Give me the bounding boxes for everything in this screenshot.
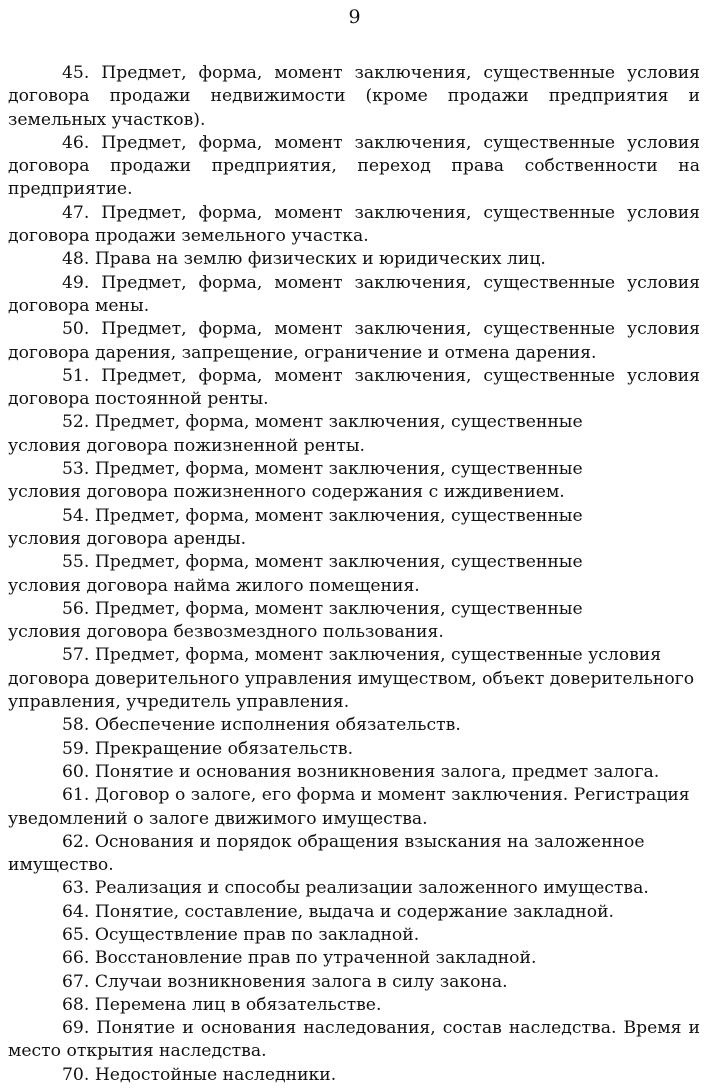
item-number: 58. <box>62 715 90 736</box>
list-item-68 <box>8 994 700 1017</box>
list-item-54 <box>8 505 648 552</box>
list-item-66 <box>8 947 700 970</box>
item-text: Предмет, форма, момент заключения, существенные условия договора аренды. <box>8 505 583 549</box>
item-number: 63. <box>62 878 90 899</box>
item-number: 59. <box>62 738 90 759</box>
item-number: 45. <box>62 63 90 83</box>
list-item-65 <box>8 924 700 947</box>
item-number: 50. <box>62 319 90 340</box>
list-item-62 <box>8 831 700 878</box>
item-number: 67. <box>62 971 90 992</box>
list-item-59 <box>8 738 700 761</box>
item-text: Осуществление прав по закладной. <box>94 924 420 945</box>
list-item-63 <box>8 877 700 900</box>
item-text: Обеспечение исполнения обязательств. <box>94 715 461 736</box>
item-text: Случаи возникновения залога в силу закона. <box>94 971 508 992</box>
item-number: 61. <box>62 785 90 806</box>
item-text: Понятие и основания возникновения залога, предмет залога. <box>94 761 660 782</box>
item-number: 68. <box>62 994 90 1015</box>
item-text: Предмет, форма, момент заключения, существенные условия договора продажи предприятия, переход права собственности на предприятие. <box>8 132 700 200</box>
item-text: Предмет, форма, момент заключения, существенные условия договора продажи земельного участка. <box>8 202 700 247</box>
item-number: 66. <box>62 948 90 969</box>
list-item-64 <box>8 901 700 924</box>
item-number: 62. <box>62 831 90 852</box>
list-item-58 <box>8 714 700 737</box>
item-text: Основания и порядок обращения взыскания на заложенное имущество. <box>8 831 645 876</box>
item-text: Предмет, форма, момент заключения, существенные условия договора безвозмездного пользования. <box>8 598 583 643</box>
item-text: Предмет, форма, момент заключения, существенные условия договора мены. <box>8 272 700 316</box>
item-number: 56. <box>62 598 90 619</box>
item-number: 69. <box>62 1018 90 1039</box>
list-item-60 <box>8 761 700 784</box>
item-text: Предмет, форма, момент заключения, существенные условия договора дарения, запрещение, ограничение и отмена дарения. <box>8 319 700 363</box>
list-item-67 <box>8 971 700 994</box>
list-item-45 <box>8 62 700 132</box>
item-number: 55. <box>62 552 90 573</box>
list-item-53 <box>8 458 648 505</box>
item-text: Предмет, форма, момент заключения, существенные условия договора доверительного управления имуществом, объект доверительного управления, учредитель управления. <box>8 645 695 713</box>
list-item-57 <box>8 644 700 714</box>
item-number: 64. <box>62 901 90 922</box>
item-text: Договор о залоге, его форма и момент заключения. Регистрация уведомлений о залоге движимого имущества. <box>8 785 690 829</box>
item-text: Перемена лиц в обязательстве. <box>94 994 382 1015</box>
item-text: Прекращение обязательств. <box>94 738 354 759</box>
item-text: Предмет, форма, момент заключения, существенные условия договора постоянной ренты. <box>8 365 700 410</box>
item-text: Недостойные наследники. <box>94 1064 337 1085</box>
item-text: Предмет, форма, момент заключения, существенные условия договора пожизненного содержания с иждивением. <box>8 459 583 503</box>
item-text: Предмет, форма, момент заключения, существенные условия договора продажи недвижимости (кроме продажи предприятия и земельных участков). <box>8 63 700 130</box>
list-item-47 <box>8 202 700 249</box>
item-number: 54. <box>62 505 90 526</box>
item-number: 57. <box>62 645 90 666</box>
item-number: 65. <box>62 924 90 945</box>
list-item-55 <box>8 551 648 598</box>
list-item-70 <box>8 1064 700 1087</box>
list-item-56 <box>8 598 648 645</box>
item-number: 46. <box>62 132 90 153</box>
list-item-61 <box>8 784 700 831</box>
item-text: Понятие и основания наследования, состав наследства. Время и место открытия наследства. <box>8 1018 700 1062</box>
item-number: 70. <box>62 1064 90 1085</box>
item-number: 52. <box>62 412 90 433</box>
list-item-48 <box>8 248 700 271</box>
item-number: 53. <box>62 459 90 480</box>
page-number: 9 <box>348 6 361 28</box>
item-number: 60. <box>62 761 90 782</box>
item-text: Права на землю физических и юридических лиц. <box>94 249 546 270</box>
question-list <box>8 62 700 1087</box>
list-item-50 <box>8 318 700 365</box>
item-text: Реализация и способы реализации заложенного имущества. <box>94 878 649 899</box>
list-item-51 <box>8 365 700 412</box>
item-number: 51. <box>62 365 90 386</box>
list-item-69 <box>8 1017 700 1064</box>
item-number: 49. <box>62 272 90 293</box>
list-item-46 <box>8 132 700 202</box>
item-text: Предмет, форма, момент заключения, существенные условия договора найма жилого помещения. <box>8 552 583 596</box>
item-text: Предмет, форма, момент заключения, существенные условия договора пожизненной ренты. <box>8 412 583 456</box>
item-number: 47. <box>62 202 90 223</box>
list-item-52 <box>8 411 648 458</box>
item-text: Понятие, составление, выдача и содержание закладной. <box>94 901 614 922</box>
item-text: Восстановление прав по утраченной закладной. <box>94 948 537 969</box>
list-item-49 <box>8 272 700 319</box>
item-number: 48. <box>62 249 90 270</box>
